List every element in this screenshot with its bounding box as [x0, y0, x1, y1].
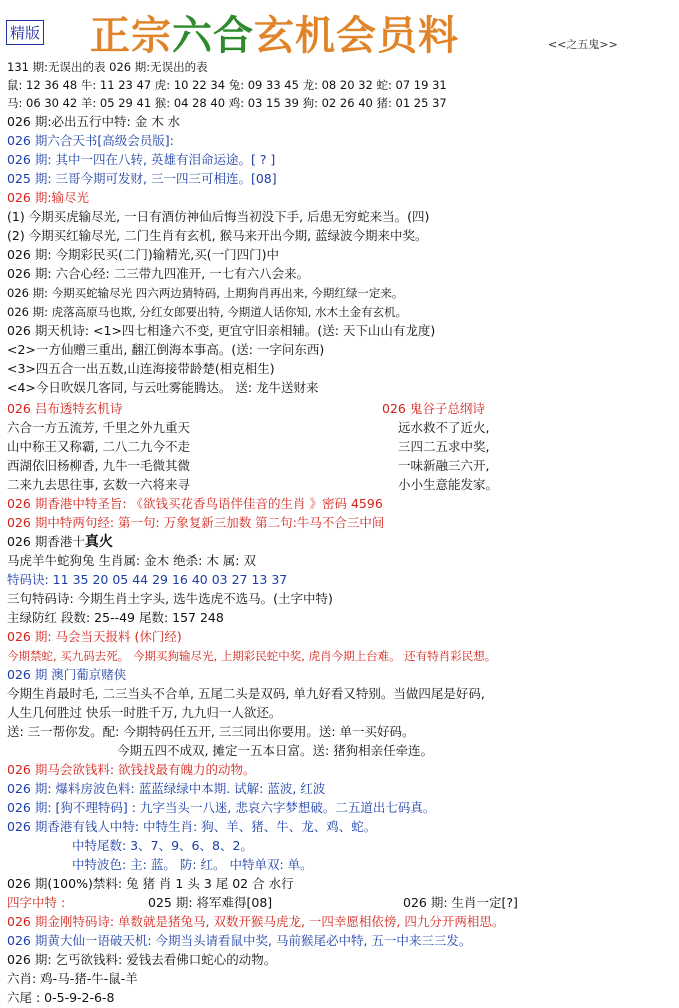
title-part: 料 — [418, 12, 459, 59]
two-sentence-sutra: 026 期中特两句经: 第一句: 万象复新三加数 第二句:牛马不合三中间 — [7, 515, 385, 530]
special-code-line: 特码诀: 11 35 20 05 44 29 16 40 03 27 13 37 — [7, 572, 288, 587]
heaven-book-025: 025 期: 三哥今期可发财, 三一四三可相连。[08] — [7, 171, 277, 186]
guiguzi-poem-line: 三四二五求中奖, — [398, 439, 490, 454]
lubu-poem-line: 山中称王又称霸, 二八二九今不走 — [7, 439, 190, 454]
six-tail-line: 六尾 : 0-5-9-2-6-8 — [7, 990, 115, 1005]
snake-line: 026 期: 今期买蛇输尽光 四六两边猜特码, 上期狗肖再出来, 今期红绿一定来。 — [7, 286, 404, 300]
wong-tai-sin-line: 026 期黄大仙一语破天机: 今期当头请看鼠中奖, 马前猴尾必中特, 五一中来三三发。 — [7, 933, 472, 948]
hk-rich-line: 026 期香港有钱人中特: 中特生肖: 狗、羊、猪、牛、龙、鸡、蛇。 — [7, 819, 377, 834]
guiguzi-poem-title: 026 鬼谷子总纲诗 — [382, 401, 485, 416]
macau-gambler-line-1: 今期生肖最时毛, 二三当头不合单, 五尾二头是双码, 单九好看又特别。当做四尾是好码, — [7, 686, 485, 701]
title-part: 六合 — [172, 12, 254, 59]
five-elements-line: 026 期:必出五行中特: 金 木 水 — [7, 114, 181, 129]
lubu-poem-line: 二来九去思往事, 玄数一六将来寻 — [7, 477, 190, 492]
title-part: 正宗 — [90, 12, 172, 59]
header — [0, 0, 679, 60]
four-word-label: 四字中特 : — [7, 895, 66, 910]
title-part: 玄机 — [254, 12, 336, 59]
zodiac-table-header: 131 期:无误出的表 026 期:无误出的表 — [7, 60, 208, 74]
guiguzi-poem-line: 远水救不了近火, — [398, 420, 490, 435]
macau-gambler-title: 026 期 澳门葡京赌侠 — [7, 667, 127, 682]
subtitle: <<之五鬼>> — [548, 38, 618, 51]
mahui-report-line: 今期禁蛇, 买九码去死。 今期买狗输尽光, 上期彩民蛇中奖, 虎肖今期上台难。 还有特肖彩民想。 — [7, 649, 497, 663]
hk-ten-text: 026 期香港十 — [7, 534, 85, 549]
page-title — [90, 4, 459, 61]
forbidden-line: 026 期(100%)禁料: 兔 猪 肖 1 头 3 尾 02 合 水行 — [7, 876, 294, 891]
lose-all-2: (2) 今期买红输尽光, 二门生肖有玄机, 猴马来开出今期, 蓝绿波今期来中奖。 — [7, 228, 428, 243]
beggar-line: 026 期: 乞丐欲钱料: 爱钱去看佛口蛇心的动物。 — [7, 952, 277, 967]
true-fire-text: 真火 — [84, 534, 113, 550]
lubu-poem-line: 西湖依旧杨柳香, 九牛一毛微其微 — [7, 458, 190, 473]
title-part: 会员 — [336, 12, 418, 59]
green-red-segment: 主绿防红 段数: 25--49 尾数: 157 248 — [7, 610, 224, 625]
heaven-poem-2: <2>一方仙赠三重出, 翻江倒海本事高。(送: 一字问东西) — [7, 342, 325, 357]
heaven-book-026: 026 期: 其中一四在八转, 英雄有泪命运途。[ ? ] — [7, 152, 276, 167]
macau-gambler-line-2: 人生几何胜过 快乐一时胜千万, 九九归一人欲还。 — [7, 705, 282, 720]
dog-ignore-line: 026 期: [狗不理特码] : 九字当头一八迷, 悲哀六字梦想破。二五道出七码真。 — [7, 800, 436, 815]
zodiac-row-1: 鼠: 12 36 48 牛: 11 23 47 虎: 10 22 34 兔: 09 33 45 龙: 08 20 32 蛇: 07 19 31 — [7, 78, 447, 92]
lose-all-3: 026 期: 今期彩民买(二门)输精光,买(一门四门)中 — [7, 247, 279, 262]
zodiac-row-2: 马: 06 30 42 羊: 05 29 41 猴: 04 28 40 鸡: 03 15 39 狗: 02 26 40 猪: 01 25 37 — [7, 96, 447, 110]
lose-all-title: 026 期:输尽光 — [7, 190, 90, 205]
tail-numbers-line: 中特尾数: 3、7、9、6、8、2。 — [72, 838, 253, 853]
lubu-poem-title: 026 吕布透特玄机诗 — [7, 401, 123, 416]
three-sentence-poem: 三句特码诗: 今期生肖土字头, 选牛选虎不选马。(土字中特) — [7, 591, 333, 606]
heart-sutra-line: 026 期: 六合心经: 二三带九四准开, 一七有六八会来。 — [7, 266, 310, 281]
heaven-poem-1: 026 期天机诗: <1>四七相逢六不变, 更宜守旧亲相辅。(送: 天下山山有龙度) — [7, 323, 436, 338]
macau-gambler-line-3: 送: 三一帮你发。配: 今期特码任五开, 三三同出你要用。送: 单一买好码。 — [7, 724, 415, 739]
four-word-026: 026 期: 生肖一定[?] — [403, 895, 518, 910]
wave-color-line-2: 中特波色: 主: 蓝。 防: 红。 中特单双: 单。 — [72, 857, 313, 872]
guiguzi-poem-line: 小小生意能发家。 — [398, 477, 499, 492]
wave-color-line: 026 期: 爆料房波色料: 蓝蓝绿绿中本期. 试解: 蓝波, 红波 — [7, 781, 326, 796]
hk-ten-heading — [7, 533, 113, 551]
mahui-report-title: 026 期: 马会当天报料 (休门经) — [7, 629, 182, 644]
heaven-poem-4: <4>今日吹娱几客同, 与云吐雾能腾达。 送: 龙牛送财来 — [7, 380, 319, 395]
tiger-line: 026 期: 虎落高原马也欺, 分红女郎要出特, 今期道人话你知, 水木土金有玄机。 — [7, 305, 408, 319]
heaven-book-title: 026 期六合天书[高级会员版]: — [7, 133, 174, 148]
zodiac-group-line: 马虎羊牛蛇狗兔 生肖属: 金木 绝杀: 木 属: 双 — [7, 553, 256, 568]
heaven-poem-3: <3>四五合一出五数,山连海接带龄楚(相克相生) — [7, 361, 275, 376]
macau-gambler-line-4: 今期五四不成双, 摊定一五本日富。送: 猪狗相亲任牵连。 — [117, 743, 434, 758]
version-badge: 精版 — [6, 20, 44, 45]
lubu-poem-line: 六合一方五流芳, 千里之外九重天 — [7, 420, 190, 435]
vajra-poem: 026 期金刚特码诗: 单数就是猪兔马, 双数开猴马虎龙, 一四幸愿相依傍, 四九分开两相思。 — [7, 914, 505, 929]
six-zodiac-line: 六肖: 鸡-马-猪-牛-鼠-羊 — [7, 971, 138, 986]
mahui-money-line: 026 期马会欲钱料: 欲钱找最有魄力的动物。 — [7, 762, 256, 777]
guiguzi-poem-line: 一味新融三六开, — [398, 458, 490, 473]
lose-all-1: (1) 今期买虎输尽光, 一日有酒仿神仙后悔当初没下手, 后患无穷蛇来当。(四) — [7, 209, 430, 224]
four-word-025: 025 期: 将军难得[08] — [148, 895, 273, 910]
imperial-edict: 026 期香港中特圣旨: 《欲钱买花香鸟语伴佳音的生肖 》密码 4596 — [7, 496, 383, 511]
